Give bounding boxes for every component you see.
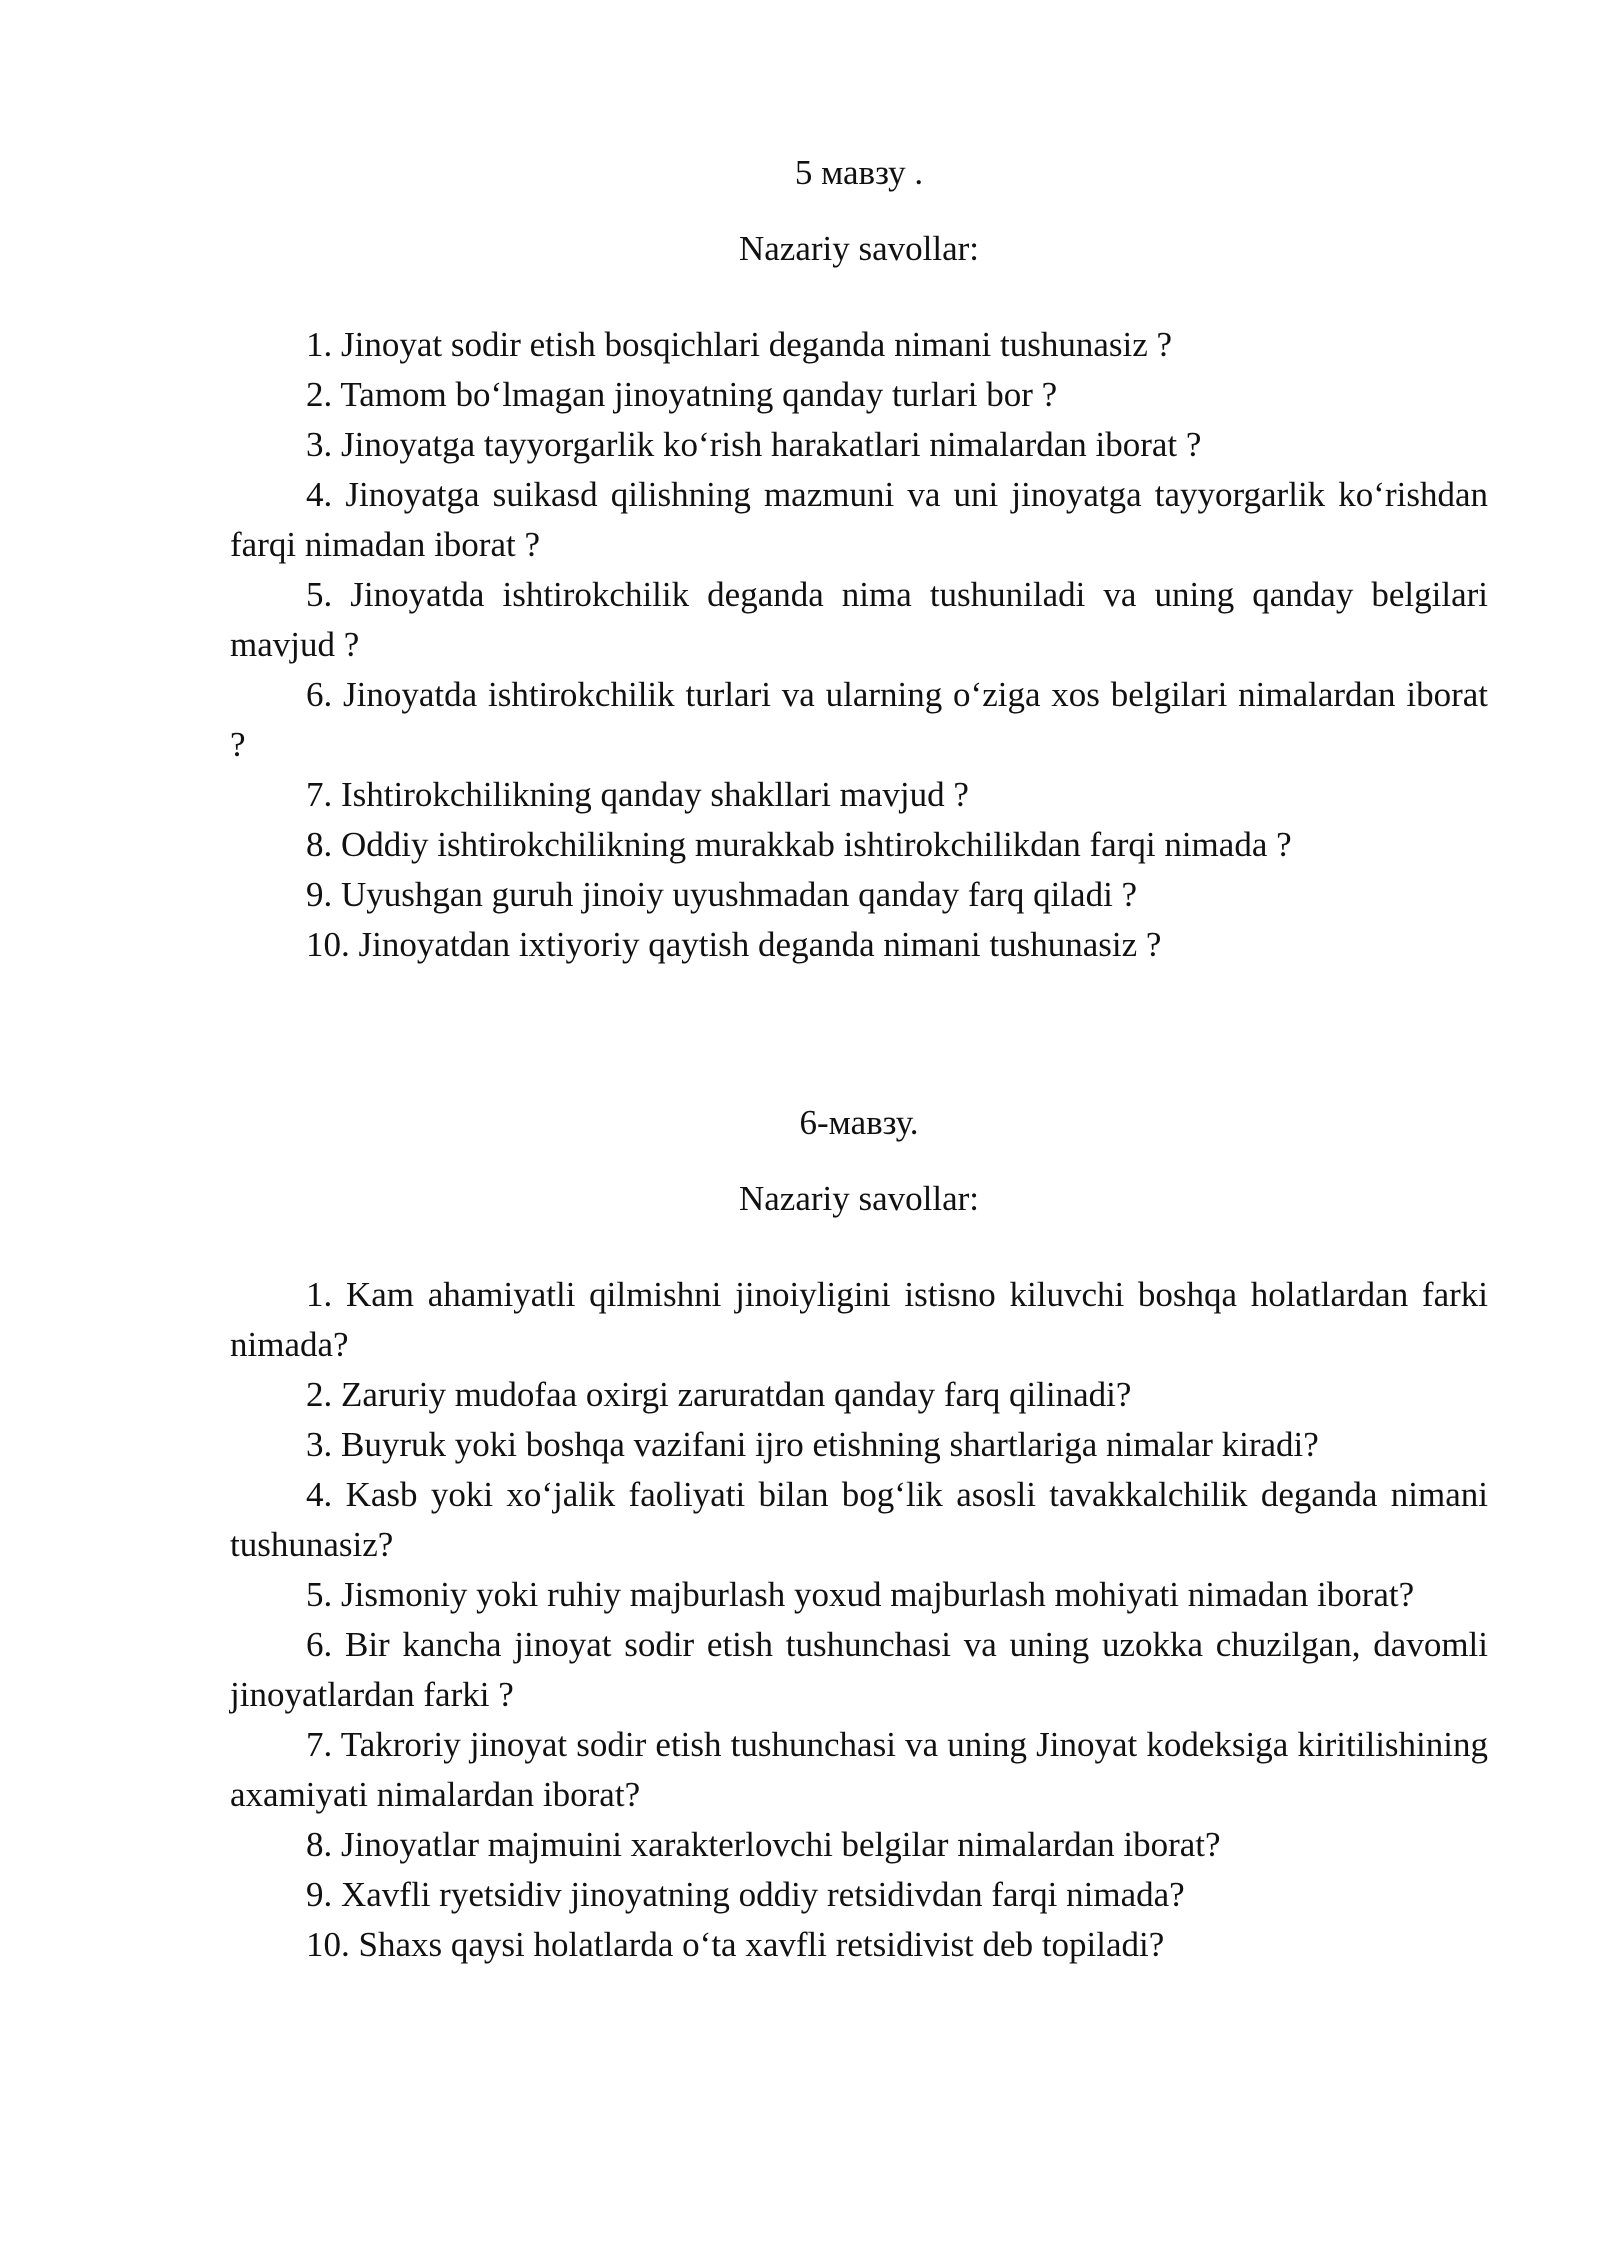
question-item: 6. Bir kancha jinoyat sodir etish tushunchasi va uning uzokka chuzilgan, davomli jinoyatlardan farki ? bbox=[230, 1625, 1488, 1714]
question-item: 10. Shaxs qaysi holatlarda o‘ta xavfli retsidivist deb topiladi? bbox=[306, 1925, 1165, 1964]
question-item: 10. Jinoyatdan ixtiyoriy qaytish deganda nimani tushunasiz ? bbox=[306, 925, 1162, 964]
question-item: 2. Tamom bo‘lmagan jinoyatning qanday turlari bor ? bbox=[306, 375, 1058, 414]
topic-5-section bbox=[230, 148, 1488, 970]
question-item: 3. Buyruk yoki boshqa vazifani ijro etishning shartlariga nimalar kiradi? bbox=[306, 1425, 1319, 1464]
question-item: 5. Jinoyatda ishtirokchilik deganda nima tushuniladi va uning qanday belgilari mavjud ? bbox=[230, 575, 1488, 664]
question-item: 2. Zaruriy mudofaa oxirgi zaruratdan qanday farq qilinadi? bbox=[306, 1375, 1132, 1414]
topic-5-question-list bbox=[230, 320, 1488, 970]
question-item: 1. Jinoyat sodir etish bosqichlari deganda nimani tushunasiz ? bbox=[306, 325, 1173, 364]
topic-6-section bbox=[230, 1098, 1488, 1970]
topic-6-title: 6-мавзу. bbox=[799, 1103, 919, 1142]
question-item: 4. Kasb yoki xo‘jalik faoliyati bilan bog‘lik asosli tavakkalchilik deganda nimani tushunasiz? bbox=[230, 1475, 1488, 1564]
question-item: 1. Kam ahamiyatli qilmishni jinoiyligini istisno kiluvchi boshqa holatlardan farki nimada? bbox=[230, 1275, 1488, 1364]
question-item: 9. Xavfli ryetsidiv jinoyatning oddiy retsidivdan farqi nimada? bbox=[306, 1875, 1185, 1914]
topic-5-subtitle: Nazariy savollar: bbox=[738, 229, 980, 268]
question-item: 9. Uyushgan guruh jinoiy uyushmadan qanday farq qiladi ? bbox=[306, 875, 1138, 914]
topic-6-question-list bbox=[230, 1270, 1488, 1970]
question-item: 7. Ishtirokchilikning qanday shakllari mavjud ? bbox=[306, 775, 969, 814]
question-item: 4. Jinoyatga suikasd qilishning mazmuni va uni jinoyatga tayyorgarlik ko‘rishdan farqi nimadan iborat ? bbox=[230, 475, 1488, 564]
question-item: 5. Jismoniy yoki ruhiy majburlash yoxud majburlash mohiyati nimadan iborat? bbox=[306, 1575, 1415, 1614]
question-item: 3. Jinoyatga tayyorgarlik ko‘rish harakatlari nimalardan iborat ? bbox=[306, 425, 1202, 464]
topic-6-subtitle: Nazariy savollar: bbox=[738, 1179, 980, 1218]
question-item: 8. Jinoyatlar majmuini xarakterlovchi belgilar nimalardan iborat? bbox=[306, 1825, 1221, 1864]
question-item: 6. Jinoyatda ishtirokchilik turlari va ularning o‘ziga xos belgilari nimalardan iborat ? bbox=[230, 675, 1488, 764]
question-item: 7. Takroriy jinoyat sodir etish tushunchasi va uning Jinoyat kodeksiga kiritilishining axamiyati nimalardan iborat? bbox=[230, 1725, 1488, 1814]
question-item: 8. Oddiy ishtirokchilikning murakkab ishtirokchilikdan farqi nimada ? bbox=[306, 825, 1292, 864]
topic-5-title: 5 мавзу . bbox=[794, 153, 924, 192]
